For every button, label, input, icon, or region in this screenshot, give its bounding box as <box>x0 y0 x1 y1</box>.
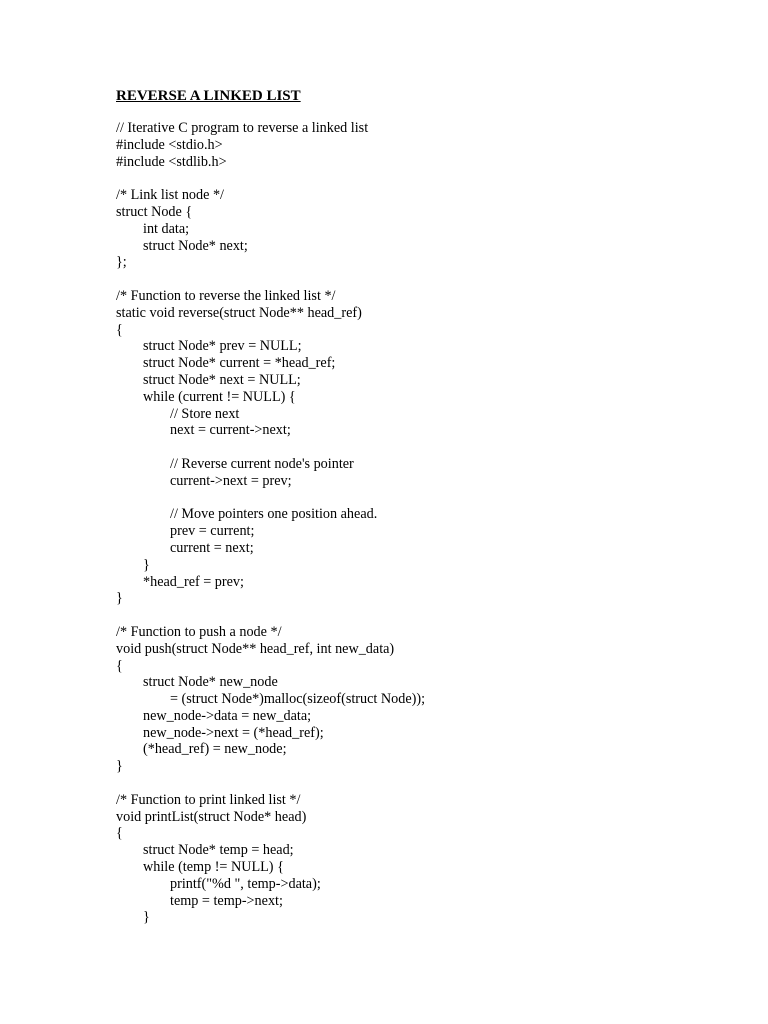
code-line: struct Node { <box>116 203 193 220</box>
blank-line <box>116 490 425 507</box>
code-line: { <box>116 321 123 338</box>
code-line: struct Node* current = *head_ref; <box>143 355 336 372</box>
code-line: new_node->data = new_data; <box>143 707 312 724</box>
code-line: /* Function to push a node */ <box>116 623 282 640</box>
code-line: struct Node* temp = head; <box>143 842 294 859</box>
code-line: /* Link list node */ <box>116 187 224 204</box>
document-title: REVERSE A LINKED LIST <box>116 88 301 104</box>
blank-line <box>116 170 425 187</box>
code-line: // Move pointers one position ahead. <box>170 506 378 523</box>
code-line: while (current != NULL) { <box>143 388 296 405</box>
code-line: // Iterative C program to reverse a linked list <box>116 120 369 136</box>
code-line: temp = temp->next; <box>170 892 283 909</box>
code-line: { <box>116 657 123 674</box>
blank-line <box>116 439 425 456</box>
blank-line <box>116 271 425 288</box>
blank-line <box>116 607 425 624</box>
code-line: /* Function to reverse the linked list */ <box>116 287 336 304</box>
code-line: while (temp != NULL) { <box>143 859 284 876</box>
code-line: } <box>143 909 150 926</box>
code-line: } <box>116 590 123 607</box>
code-line: static void reverse(struct Node** head_ref) <box>116 304 362 321</box>
code-line: }; <box>116 254 127 271</box>
code-line: struct Node* prev = NULL; <box>143 338 302 355</box>
code-line: // Reverse current node's pointer <box>170 455 354 472</box>
blank-line <box>116 775 425 792</box>
code-line: #include <stdlib.h> <box>116 153 227 170</box>
code-line: // Store next <box>170 405 240 422</box>
code-line: next = current->next; <box>170 422 291 439</box>
code-line: #include <stdio.h> <box>116 136 223 153</box>
code-line: struct Node* next = NULL; <box>143 371 301 388</box>
code-line: *head_ref = prev; <box>143 573 244 590</box>
code-line: /* Function to print linked list */ <box>116 791 301 808</box>
code-line: { <box>116 825 123 842</box>
code-line: printf("%d ", temp->data); <box>170 875 321 892</box>
code-line: = (struct Node*)malloc(sizeof(struct Node)); <box>170 691 426 708</box>
code-listing <box>116 120 425 926</box>
code-line: struct Node* next; <box>143 237 248 254</box>
code-line: void printList(struct Node* head) <box>116 808 307 825</box>
code-line: current->next = prev; <box>170 472 292 489</box>
code-line: struct Node* new_node <box>143 674 278 691</box>
code-line: int data; <box>143 220 190 237</box>
code-line: current = next; <box>170 539 254 556</box>
code-line: } <box>116 758 123 775</box>
code-line: void push(struct Node** head_ref, int new_data) <box>116 640 395 657</box>
code-line: (*head_ref) = new_node; <box>143 741 287 758</box>
code-line: new_node->next = (*head_ref); <box>143 724 324 741</box>
code-line: prev = current; <box>170 523 255 540</box>
code-line: } <box>143 556 150 573</box>
